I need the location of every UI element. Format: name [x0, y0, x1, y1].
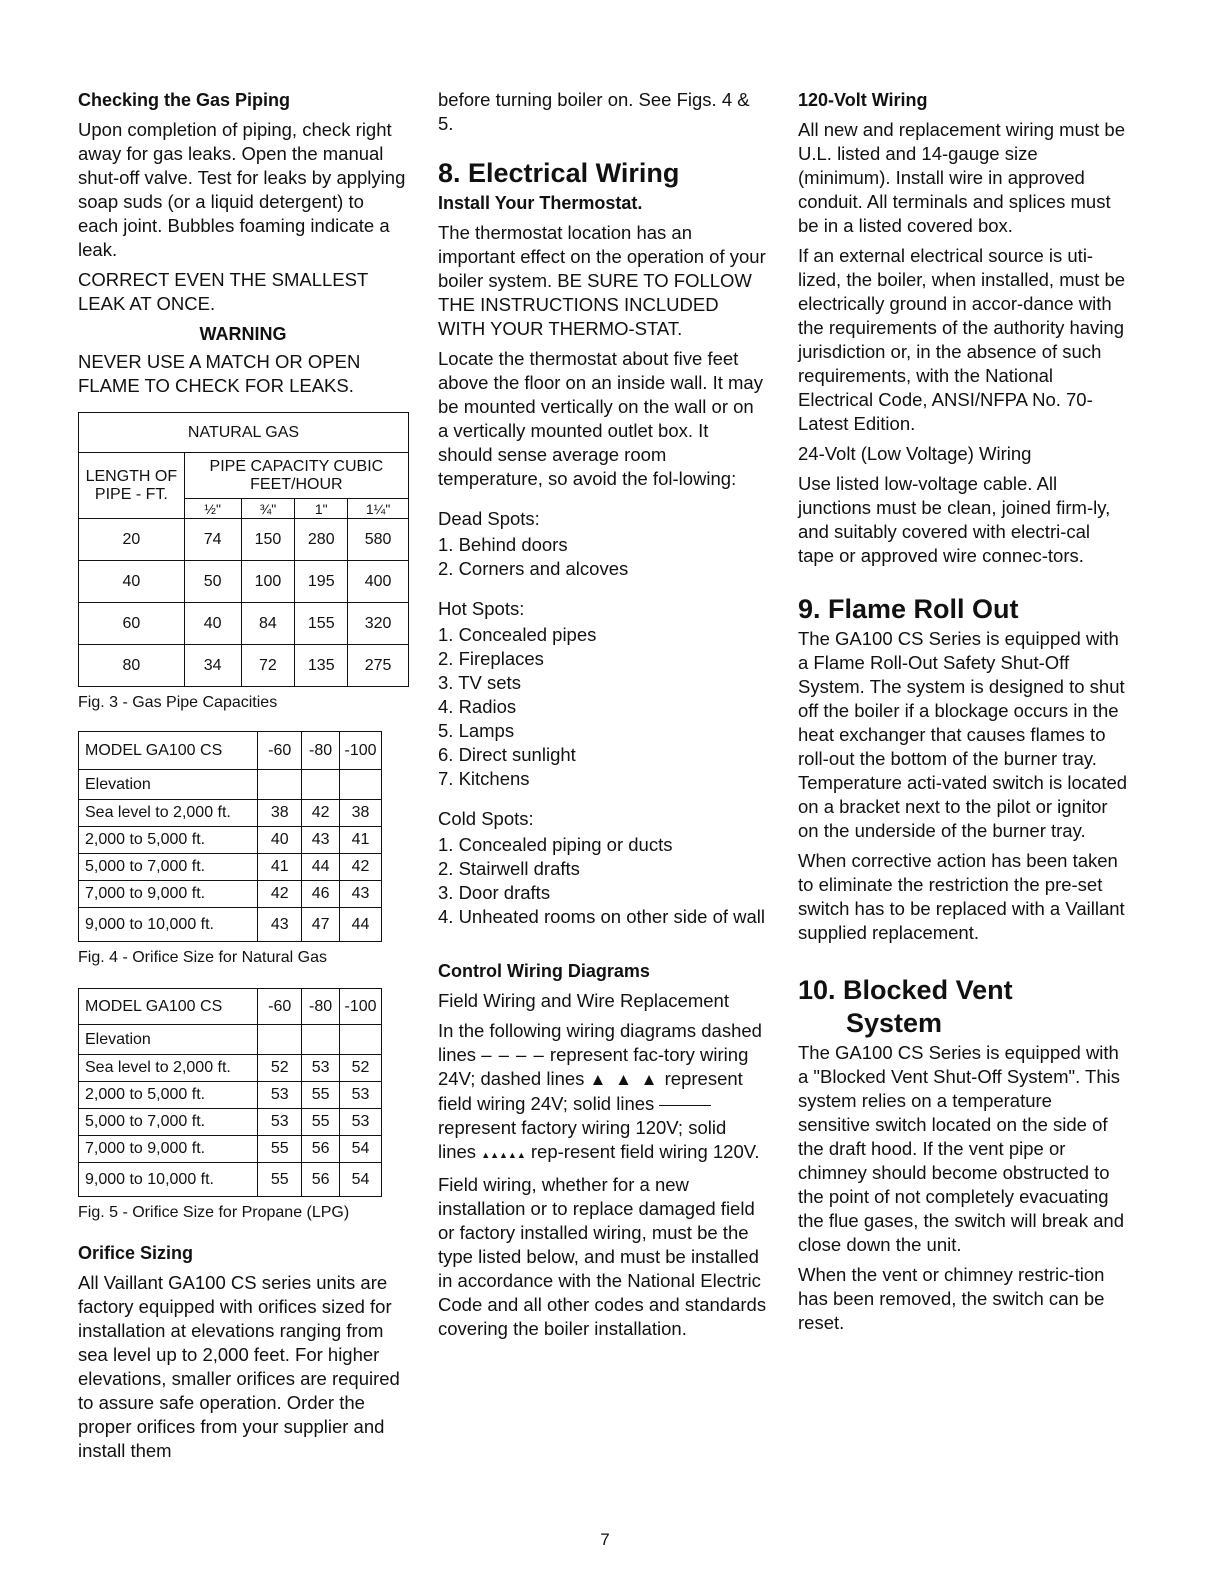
locate-paragraph: Locate the thermostat about five feet above the floor on an inside wall. It may be mounted vertically on the wall or on a vertically mounted outlet box. It should sense average room temperature, so avoid the fol-lowing:	[438, 348, 763, 489]
list-item: 7. Kitchens	[438, 768, 530, 789]
table-cell: 55	[302, 1109, 340, 1136]
dashed-line-symbol: – – – –	[481, 1044, 545, 1065]
table-cell: 41	[340, 827, 382, 854]
external-source-paragraph: If an external electrical source is uti-lized, the boiler, when installed, must be electrically ground in accor-dance with the requirements of the authority having jurisdiction or, in the absence of such requirements, with the National Electrical Code, ANSI/NFPA No. 70-Latest Edition.	[798, 245, 1126, 434]
thermostat-heading: Install Your Thermostat.	[438, 193, 643, 213]
text-run: rep-resent field wiring 120V.	[530, 1141, 760, 1162]
text-run: represent field wiring 24V; solid lines	[438, 1068, 743, 1114]
orifice-sizing-heading: Orifice Sizing	[78, 1243, 194, 1263]
table-cell: 43	[340, 881, 382, 908]
table-cell: 53	[258, 1082, 302, 1109]
triangle-line-symbol: ▲ ▲ ▲	[589, 1070, 660, 1089]
table-row	[79, 1082, 382, 1109]
hot-spots-list	[438, 623, 768, 791]
list-item: 6. Direct sunlight	[438, 744, 576, 765]
continued-paragraph: before turning boiler on. See Figs. 4 & 5.	[438, 89, 750, 134]
table-cell: 50	[184, 561, 241, 603]
small-triangle-line-symbol: ▲▲▲▲▲	[481, 1150, 526, 1160]
table-row	[79, 881, 382, 908]
table-row	[79, 1136, 382, 1163]
table-cell: 43	[258, 908, 302, 942]
thermostat-paragraph: The thermostat location has an important effect on the operation of your boiler system. BE SURE TO FOLLOW THE INSTRUCTIONS INCLUDED WITH YOUR THERMO-STAT.	[438, 222, 766, 339]
solid-line-symbol	[659, 1105, 711, 1106]
size-header: ¾"	[241, 499, 295, 519]
table-cell: 38	[340, 800, 382, 827]
table-cell: 56	[302, 1136, 340, 1163]
corrective-action-paragraph: When corrective action has been taken to eliminate the restriction the pre-set switch has to be replaced with a Vaillant supplied replacement.	[798, 850, 1125, 943]
table-title: NATURAL GAS	[79, 413, 409, 453]
elevation-label: Elevation	[79, 1025, 258, 1055]
list-item: 1. Behind doors	[438, 534, 568, 555]
table-cell: 72	[241, 645, 295, 687]
table-cell: 40	[258, 827, 302, 854]
table-cell: Sea level to 2,000 ft.	[79, 1055, 258, 1082]
table-header: -100	[340, 732, 382, 770]
table-cell: 55	[258, 1136, 302, 1163]
flame-rollout-paragraph: The GA100 CS Series is equipped with a Flame Roll-Out Safety Shut-Off System. The system is designed to shut off the boiler if a blockage occurs in the heat exchanger that causes flames to roll-out the bottom of the burner tray. Temperature acti-vated switch is located on a bracket next to the pilot or ignitor on the underside of the burner tray.	[798, 628, 1128, 841]
table-cell: 53	[302, 1055, 340, 1082]
reset-paragraph: When the vent or chimney restric-tion has been removed, the switch can be reset.	[798, 1264, 1105, 1333]
fig3-caption: Fig. 3 - Gas Pipe Capacities	[78, 694, 278, 711]
table-cell: 100	[241, 561, 295, 603]
table-cell: 56	[302, 1163, 340, 1197]
list-item: 1. Concealed pipes	[438, 624, 597, 645]
section-10-title: 10. Blocked Vent	[798, 975, 1013, 1005]
table-cell: 150	[241, 519, 295, 561]
list-item: 4. Radios	[438, 696, 517, 717]
cold-spots-list	[438, 833, 768, 929]
cold-spots-label: Cold Spots:	[438, 808, 534, 829]
size-header: 1¼"	[348, 499, 409, 519]
column-right	[798, 88, 1128, 1341]
volt120-paragraph: All new and replacement wiring must be U.L. listed and 14-gauge size (minimum). Install wire in approved conduit. All terminals and splices must be in a listed covered box.	[798, 119, 1125, 236]
table-cell: 38	[258, 800, 302, 827]
list-item: 2. Corners and alcoves	[438, 558, 629, 579]
table-header: MODEL GA100 CS	[79, 732, 258, 770]
capacity-header: PIPE CAPACITY CUBIC FEET/HOUR	[184, 453, 408, 499]
table-cell: 80	[79, 645, 185, 687]
table-row	[79, 519, 409, 561]
field-wiring-label: Field Wiring and Wire Replacement	[438, 990, 729, 1011]
table-row	[79, 800, 382, 827]
warning-label: WARNING	[199, 324, 287, 344]
list-item: 3. Door drafts	[438, 882, 551, 903]
table-row	[79, 561, 409, 603]
table-cell	[302, 1025, 340, 1055]
gas-piping-paragraph: Upon completion of piping, check right away for gas leaks. Open the manual shut-off valve. Test for leaks by applying soap suds (or a liquid detergent) to each joint. Bubbles foaming indicate a leak.	[78, 119, 406, 260]
table-header: -100	[340, 989, 382, 1025]
table-cell: 7,000 to 9,000 ft.	[79, 1136, 258, 1163]
text-run: represent fac-tory wiring 24V; dashed lines	[438, 1044, 749, 1089]
table-cell: 44	[302, 854, 340, 881]
table-header: -60	[258, 732, 302, 770]
elevation-label: Elevation	[79, 770, 258, 800]
volt24-paragraph: Use listed low-voltage cable. All junctions must be clean, joined firm-ly, and suitably covered with electri-cal tape or approved wire connec-tors.	[798, 473, 1111, 566]
table-cell: 43	[302, 827, 340, 854]
table-row	[79, 1055, 382, 1082]
wiring-diagram-paragraph	[438, 1019, 768, 1167]
table-cell	[258, 1025, 302, 1055]
list-item: 5. Lamps	[438, 720, 515, 741]
table-header: -80	[302, 989, 340, 1025]
table-cell: 84	[241, 603, 295, 645]
list-item: 4. Unheated rooms on other side of wall	[438, 906, 766, 927]
list-item: 3. TV sets	[438, 672, 521, 693]
table-cell: 74	[184, 519, 241, 561]
table-cell	[340, 1025, 382, 1055]
table-cell: 400	[348, 561, 409, 603]
table-cell: 42	[340, 854, 382, 881]
table-cell: 54	[340, 1163, 382, 1197]
list-item: 2. Stairwell drafts	[438, 858, 580, 879]
table-cell	[258, 770, 302, 800]
table-cell: 155	[295, 603, 348, 645]
table-cell: 580	[348, 519, 409, 561]
table-header: -60	[258, 989, 302, 1025]
gas-piping-heading: Checking the Gas Piping	[78, 90, 291, 110]
table-cell: 55	[258, 1163, 302, 1197]
list-item: 1. Concealed piping or ducts	[438, 834, 673, 855]
table-row	[79, 1163, 382, 1197]
table-row	[79, 645, 409, 687]
table-cell: 20	[79, 519, 185, 561]
table-cell: 42	[302, 800, 340, 827]
table-cell: 52	[258, 1055, 302, 1082]
blocked-vent-paragraph: The GA100 CS Series is equipped with a "Blocked Vent Shut-Off System". This system relies on a temperature sensitive switch located on the side of the draft hood. If the vent pipe or chimney should become obstructed to the point of not completely evacuating the flue gases, the switch will break and close down the unit.	[798, 1042, 1124, 1255]
table-cell: 52	[340, 1055, 382, 1082]
dead-spots-label: Dead Spots:	[438, 508, 540, 529]
size-header: ½"	[184, 499, 241, 519]
field-wiring-paragraph: Field wiring, whether for a new installation or to replace damaged field or factory installed wiring, must be the type listed below, and must be installed in accordance with the National Electric Code and all other codes and standards covering the boiler installation.	[438, 1174, 767, 1339]
section-8-title: 8. Electrical Wiring	[438, 158, 680, 188]
length-header: LENGTH OF PIPE - FT.	[79, 453, 185, 519]
warning-text: NEVER USE A MATCH OR OPEN FLAME TO CHECK FOR LEAKS.	[78, 351, 361, 396]
table-cell: 54	[340, 1136, 382, 1163]
correct-leak-paragraph: CORRECT EVEN THE SMALLEST LEAK AT ONCE.	[78, 269, 368, 314]
text-run: In the following wiring diagrams dashed lines	[438, 1020, 762, 1065]
orifice-natural-gas-table	[78, 731, 382, 942]
table-cell: 42	[258, 881, 302, 908]
volt24-label: 24-Volt (Low Voltage) Wiring	[798, 443, 1032, 464]
table-cell: 40	[184, 603, 241, 645]
table-cell: 40	[79, 561, 185, 603]
fig5-caption: Fig. 5 - Orifice Size for Propane (LPG)	[78, 1204, 350, 1221]
table-cell: 5,000 to 7,000 ft.	[79, 854, 258, 881]
table-cell: 2,000 to 5,000 ft.	[79, 827, 258, 854]
table-cell: 53	[340, 1082, 382, 1109]
table-row	[79, 854, 382, 881]
size-header: 1"	[295, 499, 348, 519]
orifice-sizing-paragraph: All Vaillant GA100 CS series units are factory equipped with orifices sized for installation at elevations ranging from sea level up to 2,000 feet. For higher elevations, smaller orifices are required to assure safe operation. Order the proper orifices from your supplier and install them	[78, 1272, 400, 1461]
hot-spots-label: Hot Spots:	[438, 598, 525, 619]
table-cell: 135	[295, 645, 348, 687]
volt120-heading: 120-Volt Wiring	[798, 90, 928, 110]
table-cell: 53	[258, 1109, 302, 1136]
section-9-title: 9. Flame Roll Out	[798, 594, 1019, 624]
table-row	[79, 1109, 382, 1136]
table-cell: 275	[348, 645, 409, 687]
table-row	[79, 827, 382, 854]
gas-pipe-capacity-table	[78, 412, 409, 687]
text-run: represent factory wiring 120V; solid lines	[438, 1117, 727, 1162]
table-cell	[340, 770, 382, 800]
table-cell: 41	[258, 854, 302, 881]
table-cell: 60	[79, 603, 185, 645]
table-cell: 9,000 to 10,000 ft.	[79, 1163, 258, 1197]
table-header: -80	[302, 732, 340, 770]
table-cell: 320	[348, 603, 409, 645]
list-item: 2. Fireplaces	[438, 648, 544, 669]
control-wiring-heading: Control Wiring Diagrams	[438, 961, 650, 981]
orifice-propane-table	[78, 988, 382, 1197]
table-cell: 7,000 to 9,000 ft.	[79, 881, 258, 908]
section-10-title-line2: System	[846, 1008, 943, 1038]
fig4-caption: Fig. 4 - Orifice Size for Natural Gas	[78, 949, 327, 966]
column-middle	[438, 88, 768, 1347]
table-cell: 53	[340, 1109, 382, 1136]
table-cell: 9,000 to 10,000 ft.	[79, 908, 258, 942]
table-cell: 2,000 to 5,000 ft.	[79, 1082, 258, 1109]
table-cell: 47	[302, 908, 340, 942]
column-left	[78, 88, 408, 1469]
table-cell: 280	[295, 519, 348, 561]
table-cell: 34	[184, 645, 241, 687]
table-cell: 46	[302, 881, 340, 908]
table-cell: 195	[295, 561, 348, 603]
table-cell: 44	[340, 908, 382, 942]
table-cell: Sea level to 2,000 ft.	[79, 800, 258, 827]
table-cell: 5,000 to 7,000 ft.	[79, 1109, 258, 1136]
table-cell	[302, 770, 340, 800]
table-row	[79, 603, 409, 645]
table-header: MODEL GA100 CS	[79, 989, 258, 1025]
page-number: 7	[600, 1530, 610, 1549]
table-cell: 55	[302, 1082, 340, 1109]
table-row	[79, 908, 382, 942]
dead-spots-list	[438, 533, 768, 581]
